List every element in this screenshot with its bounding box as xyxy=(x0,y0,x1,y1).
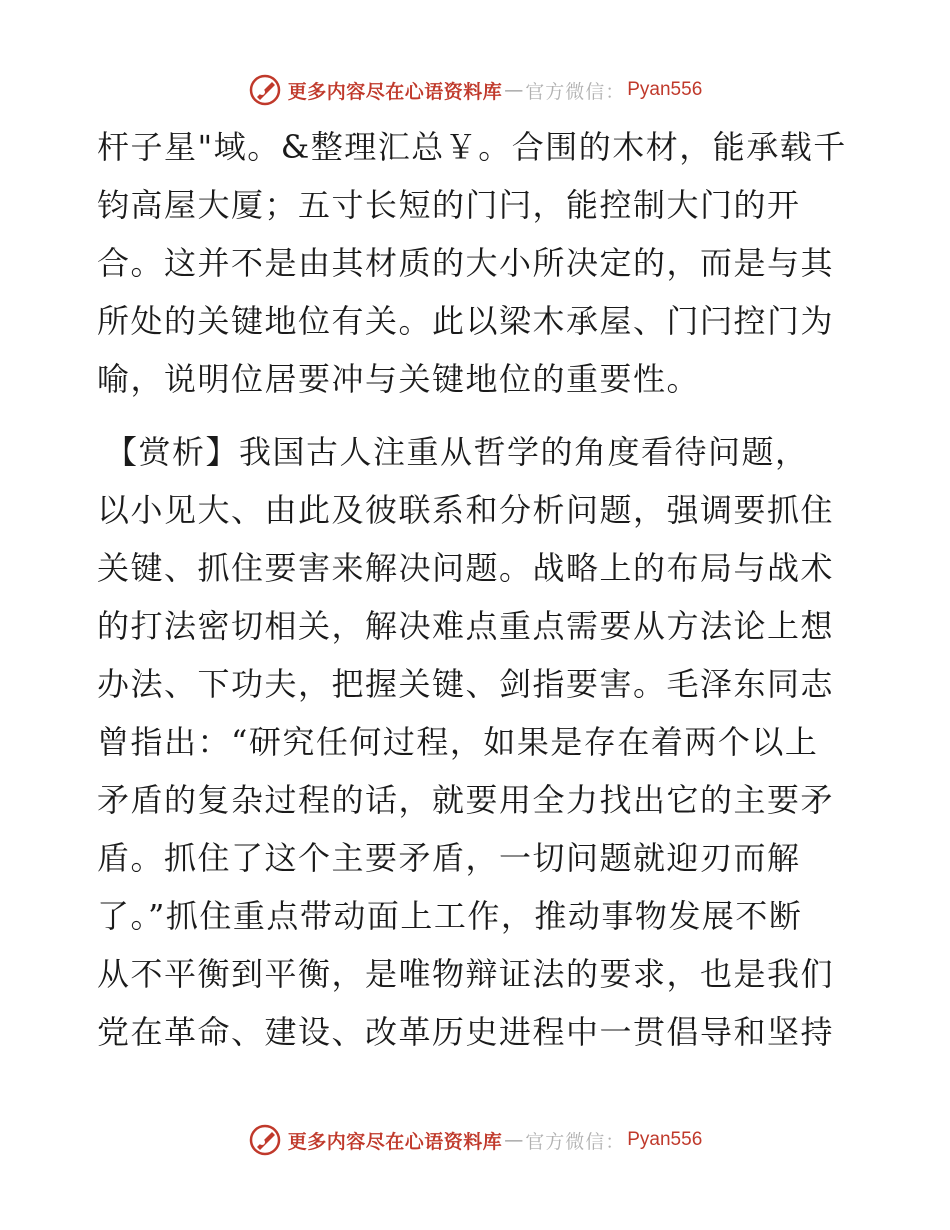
promo-text: 更多内容尽在心语资料库 xyxy=(287,1130,503,1153)
promo-text: 更多内容尽在心语资料库 xyxy=(287,80,503,103)
text-line: 关键、抓住要害来解决问题。战略上的布局与战术 xyxy=(97,549,835,587)
banner-separator: — xyxy=(504,1129,524,1151)
text-line: 合。这并不是由其材质的大小所决定的，而是与其 xyxy=(97,244,835,282)
banner-separator: — xyxy=(504,79,524,101)
text-line: 党在革命、建设、改革历史进程中一贯倡导和坚持 xyxy=(97,1013,835,1051)
header-banner xyxy=(0,70,950,110)
text-line: 办法、下功夫，把握关键、剑指要害。毛泽东同志 xyxy=(97,665,835,703)
paragraph-1 xyxy=(97,118,853,408)
wechat-id: Pyan556 xyxy=(627,79,703,100)
brand-logo-icon xyxy=(248,73,282,107)
text-line: 【赏析】我国古人注重从哲学的角度看待问题， xyxy=(105,433,809,471)
wechat-id: Pyan556 xyxy=(627,1129,703,1150)
brand-logo-icon xyxy=(248,1123,282,1157)
text-line: 曾指出：“研究任何过程，如果是存在着两个以上 xyxy=(97,723,819,761)
text-line: 以小见大、由此及彼联系和分析问题，强调要抓住 xyxy=(97,491,835,529)
paragraph-2 xyxy=(97,423,853,1061)
text-line: 喻，说明位居要冲与关键地位的重要性。 xyxy=(97,360,701,398)
text-line: 的打法密切相关，解决难点重点需要从方法论上想 xyxy=(97,607,835,645)
paragraph-gap xyxy=(97,408,853,423)
text-line: 钧高屋大厦；五寸长短的门闩，能控制大门的开 xyxy=(97,186,801,224)
text-line: 了。”抓住重点带动面上工作，推动事物发展不断 xyxy=(97,897,803,935)
text-line: 所处的关键地位有关。此以梁木承屋、门闩控门为 xyxy=(97,302,835,340)
text-line: 矛盾的复杂过程的话，就要用全力找出它的主要矛 xyxy=(97,781,835,819)
footer-banner xyxy=(0,1120,950,1160)
text-line: 杆子星"域。&整理汇总￥。合围的木材，能承载千 xyxy=(97,128,847,166)
text-line: 盾。抓住了这个主要矛盾，一切问题就迎刃而解 xyxy=(97,839,801,877)
wechat-label: 官方微信： xyxy=(525,1130,626,1153)
document-body xyxy=(97,118,853,1061)
text-line: 从不平衡到平衡，是唯物辩证法的要求，也是我们 xyxy=(97,955,835,993)
wechat-label: 官方微信： xyxy=(525,80,626,103)
